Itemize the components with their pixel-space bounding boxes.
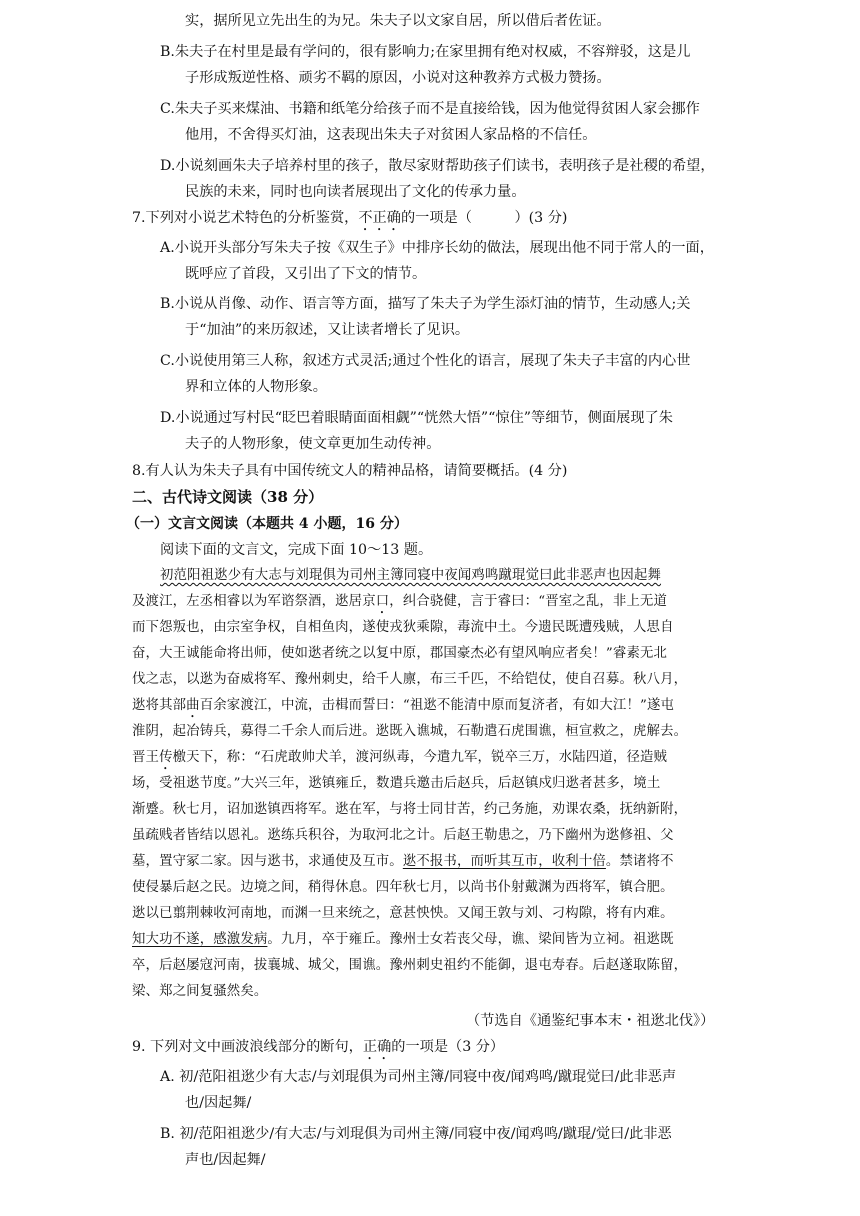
passage-source: （节选自《通鉴纪事本末・祖逖北伐》） [466,1013,715,1029]
q6-option-d-line2: 民族的未来，同时也向读者展现出了文化的传承力量。 [185,184,526,200]
passage-text: 。九月，卒于雍丘。豫州士女若丧父母，谯、梁间皆为立祠。祖逖既 [267,932,674,947]
passage-line-9: 场，受祖逖节度。”大兴三年，逖镇雍丘，数遣兵邀击后赵兵，后赵镇戍归逖者甚多，境土 [132,776,661,791]
passage-line-16: 卒，后赵屡寇河南，拔襄城、城父，围谯。豫州刺史祖约不能御，退屯寿春。后赵遂取陈留， [132,958,688,973]
section2-instruction: 阅读下面的文言文，完成下面 10～13 题。 [160,542,433,558]
section2-subtitle: （一）文言文阅读（本题共 4 小题，16 分） [126,516,408,532]
passage-line-10: 渐蹙。秋七月，诏加逖镇西将军。逖在军，与将士同甘苦，约己务施，劝课农桑，抚纳新附， [132,802,688,817]
passage-line-8 [132,748,667,773]
passage-text: 百余家渡江，中流，击楫而誓曰：“祖逖不能清中原而复济者，有如大江！”遂屯 [199,698,675,713]
passage-text: 墓，置守冢二家。因与逖书，求通使及互市。 [132,854,403,869]
q9-stem-suffix: 的一项是（3 分） [391,1039,505,1055]
q7-option-b-line2: 于“加油”的来历叙述，又让读者增长了见识。 [185,322,470,338]
q6-option-a-continuation: 实，据所见立先出生的为兄。朱夫子以文家自居，所以借后者佐证。 [185,13,611,29]
q7-option-a-line1: A.小说开头部分写朱夫子按《双生子》中排序长幼的做法，展现出他不同于常人的一面， [160,240,714,256]
passage-line-1-wavy [160,566,661,586]
q6-option-d-line1: D.小说刻画朱夫子培养村里的孩子，散尽家财帮助孩子们读书，表明孩子是社稷的希望， [160,158,715,174]
passage-line-13: 使侵暴后赵之民。边境之间，稍得休息。四年秋七月，以尚书仆射戴渊为西将军，镇合肥。 [132,880,674,895]
q7-option-c-line2: 界和立体的人物形象。 [185,379,327,395]
passage-text: 晋王 [132,750,160,765]
q7-stem [132,208,567,234]
q7-stem-prefix: 7.下列对小说艺术特色的分析鉴赏， [132,210,359,226]
q9-option-b-line1: B. 初/范阳祖逖少/有大志/与刘琨俱为司州主簿/同寝中夜/闻鸡鸣/蹴琨/觉曰/此非恶 [160,1126,672,1142]
q9-stem-prefix: 9. 下列对文中画波浪线部分的断句， [132,1039,363,1055]
q9-stem-emphasis: 正确 [362,1039,392,1055]
q6-option-c-line1: C.朱夫子买来煤油、书籍和纸笔分给孩子而不是直接给钱，因为他觉得贫困人家会挪作 [160,101,700,117]
passage-dotted-char: 曲 [186,698,200,713]
passage-text: 逖将其部 [132,698,187,713]
passage-line-4: 奋，大王诚能命将出师，使如逖者统之以复中原，郡国豪杰必有望风响应者矣！”睿素无北 [132,646,668,661]
passage-line-11: 虽疏贱者皆结以恩礼。逖练兵积谷，为取河北之计。后赵王勒患之，乃下幽州为逖修祖、父 [132,828,674,843]
q6-option-b-line2: 子形成叛逆性格、顽劣不羁的原因，小说对这种教养方式极力赞扬。 [185,70,611,86]
q6-option-c-line2: 他用，不舍得买灯油，这表现出朱夫子对贫困人家品格的不信任。 [185,127,597,143]
section2-title: 二、古代诗文阅读（38 分） [132,488,324,506]
passage-underlined-segment: 逖不报书，而听其互市，收利十倍 [402,854,606,869]
passage-wavy-segment: 初范阳祖逖少有大志与刘琨俱为司州主簿同寝中夜闻鸡鸣蹴琨觉曰此非恶声也因起舞 [160,568,662,583]
passage-line-17: 梁、郑之间复骚然矣。 [132,984,268,999]
passage-line-15 [132,930,674,950]
passage-text: 。禁诸将不 [605,854,674,869]
q6-option-b-line1: B.朱夫子在村里是最有学问的，很有影响力;在家里拥有绝对权威，不容辩驳，这是儿 [160,44,691,60]
passage-line-12 [132,852,674,872]
q9-option-b-line2: 声也/因起舞/ [185,1152,266,1168]
q7-option-a-line2: 既呼应了首段，又引出了下文的情节。 [185,266,427,282]
passage-line-14: 逖以已翦荆棘收河南地，而渊一旦来统之，意甚怏怏。又闻王敦与刘、刁构隙，将有内难。 [132,906,674,921]
q7-option-d-line1: D.小说通过写村民“眨巴着眼睛面面相觑”“恍然大悟”“惊住”等细节，侧面展现了朱 [160,410,673,426]
q9-stem [132,1037,504,1063]
q7-option-d-line2: 夫子的人物形象，使文章更加生动传神。 [185,436,441,452]
passage-underlined-segment: 知大功不遂，感激发病 [132,932,268,947]
q9-option-a-line2: 也/因起舞/ [185,1095,252,1111]
q7-option-b-line1: B.小说从肖像、动作、语言等方面，描写了朱夫子为学生添灯油的情节，生动感人;关 [160,296,691,312]
q7-option-c-line1: C.小说使用第三人称，叙述方式灵活;通过个性化的语言，展现了朱夫子丰富的内心世 [160,353,691,369]
passage-line-7: 淮阴，起冶铸兵，募得二千余人而后进。逖既入谯城，石勒遣石虎围谯，桓宣救之，虎解去。 [132,724,688,739]
passage-line-6 [132,696,674,721]
q7-stem-emphasis: 不正确 [358,210,401,226]
q9-option-a-line1: A. 初/范阳祖逖少有大志/与刘琨俱为司州主簿/同寝中夜/闻鸡鸣/蹴琨觉曰/此非恶声 [160,1069,677,1085]
passage-text: 及渡江，左丞相睿以为军谘祭酒，逖居京 [132,594,376,609]
q8-stem: 8.有人认为朱夫子具有中国传统文人的精神品格，请简要概括。(4 分) [132,463,568,479]
passage-line-5: 伐之志，以逖为奋威将军、豫州刺史，给千人廪，布三千匹，不给铠仗，使自召募。秋八月， [132,672,688,687]
passage-line-2 [132,592,667,617]
passage-line-3: 而下怨叛也，由宗室争权，自相鱼肉，遂使戎狄乘隙，毒流中土。今遗民既遭残贼，人思自 [132,620,674,635]
passage-dotted-char: 口 [375,594,390,609]
q7-stem-suffix: 的一项是（ ）(3 分) [400,210,568,226]
passage-dotted-char: 传 [159,750,173,765]
passage-text: ，纠合骁健，言于睿曰：“晋室之乱，非上无道 [389,594,668,609]
passage-text: 檄天下，称：“石虎敢帅犬羊，渡河纵毒，今遣九军，锐卒三万，水陆四道，径造贼 [172,750,668,765]
